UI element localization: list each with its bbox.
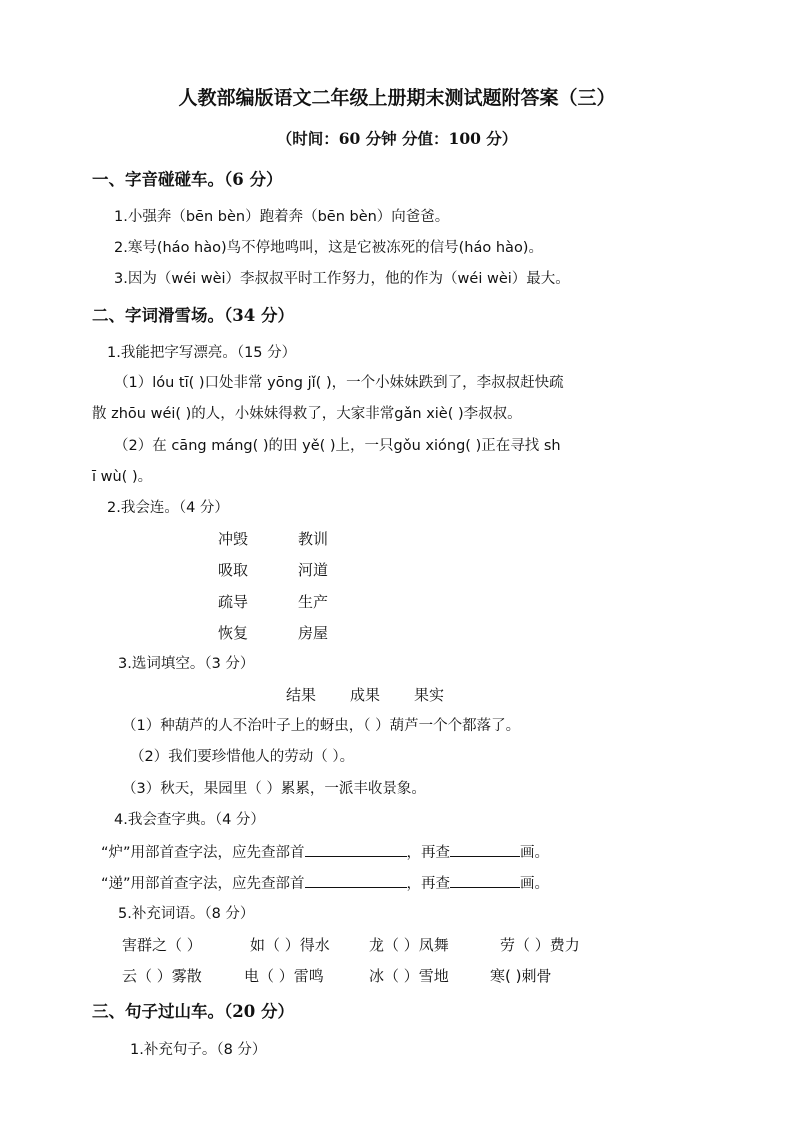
idiom-7: 冰（ ）雪地 <box>369 967 449 985</box>
s2-part-1-line-2: 散 zhōu wéi( )的人，小妹妹得救了，大家非常gǎn xiè( )李叔叔。 <box>92 406 522 422</box>
s1-question-1: 1.小强奔（bēn bèn）跑着奔（bēn bèn）向爸爸。 <box>114 209 450 225</box>
page-subtitle: （时间：60 分钟 分值：100 分） <box>276 129 518 148</box>
idiom-3: 龙（ ）凤舞 <box>369 936 449 954</box>
s2-part-4-heading: 4.我会查字典。（4 分） <box>114 812 265 828</box>
match-left-3: 疏导 <box>218 593 249 611</box>
s2-part-3-line-3: （3）秋天，果园里（ ）累累，一派丰收景象。 <box>122 781 426 797</box>
dict-row-2-prompt: “递”用部首查字法，应先查部首 <box>101 876 305 892</box>
match-right-2: 河道 <box>298 561 329 579</box>
s2-part-2-heading: 2.我会连。（4 分） <box>107 500 229 516</box>
idiom-5: 云（ ）雾散 <box>122 967 202 985</box>
idiom-4: 劳（ ）费力 <box>500 936 580 954</box>
dictionary-row-2 <box>101 873 549 894</box>
idiom-6: 电（ ）雷鸣 <box>244 967 324 985</box>
s1-question-2: 2.寒号(háo hào)鸟不停地鸣叫，这是它被冻死的信号(háo hào)。 <box>114 240 543 256</box>
idiom-8: 寒( )刺骨 <box>490 967 552 985</box>
match-right-1: 教训 <box>298 530 329 548</box>
dictionary-row-1 <box>101 842 549 863</box>
s1-question-3: 3.因为（wéi wèi）李叔叔平时工作努力，他的作为（wéi wèi）最大。 <box>114 271 570 287</box>
s2-part-3-line-2: （2）我们要珍惜他人的劳动（ ）。 <box>130 749 355 765</box>
match-right-4: 房屋 <box>298 624 329 642</box>
s2-part-1-heading: 1.我能把字写漂亮。（15 分） <box>107 345 297 361</box>
dict-row-1-end: 画。 <box>520 845 550 861</box>
dict-row-1-middle: ，再查 <box>406 845 451 861</box>
word-option-1: 结果 <box>286 686 317 704</box>
section-1-heading: 一、字音碰碰车。（6 分） <box>92 170 283 189</box>
match-left-2: 吸取 <box>218 561 249 579</box>
section-3-heading: 三、句子过山车。（20 分） <box>92 1002 294 1021</box>
stroke-blank-1[interactable] <box>450 842 520 857</box>
s2-part-3-line-1: （1）种葫芦的人不治叶子上的蚜虫，（ ）葫芦一个个都落了。 <box>122 718 521 734</box>
dict-row-2-end: 画。 <box>520 876 550 892</box>
page-title: 人教部编版语文二年级上册期末测试题附答案（三） <box>178 87 616 109</box>
idiom-1: 害群之（ ） <box>122 936 202 954</box>
match-left-4: 恢复 <box>218 624 249 642</box>
word-option-2: 成果 <box>350 686 381 704</box>
radical-blank-1[interactable] <box>305 842 407 857</box>
s2-part-1-line-3: （2）在 cāng máng( )的田 yě( )上，一只gǒu xióng( )正在寻找 sh <box>114 438 561 454</box>
dict-row-2-middle: ，再查 <box>406 876 451 892</box>
radical-blank-2[interactable] <box>305 873 407 888</box>
s2-part-1-line-1: （1）lóu tī( )口处非常 yōng jǐ( )，一个小妹妹跌到了，李叔叔赶快疏 <box>114 375 564 391</box>
word-option-3: 果实 <box>414 686 445 704</box>
s2-part-3-heading: 3.选词填空。（3 分） <box>118 656 255 672</box>
section-2-heading: 二、字词滑雪场。（34 分） <box>92 306 294 325</box>
dict-row-1-prompt: “炉”用部首查字法，应先查部首 <box>101 845 305 861</box>
s3-question-1: 1.补充句子。（8 分） <box>130 1042 267 1058</box>
s2-part-1-line-4: ī wù( )。 <box>92 469 153 485</box>
stroke-blank-2[interactable] <box>450 873 520 888</box>
match-left-1: 冲毁 <box>218 530 249 548</box>
s2-part-5-heading: 5.补充词语。（8 分） <box>118 906 255 922</box>
idiom-2: 如（ ）得水 <box>250 936 330 954</box>
match-right-3: 生产 <box>298 593 329 611</box>
